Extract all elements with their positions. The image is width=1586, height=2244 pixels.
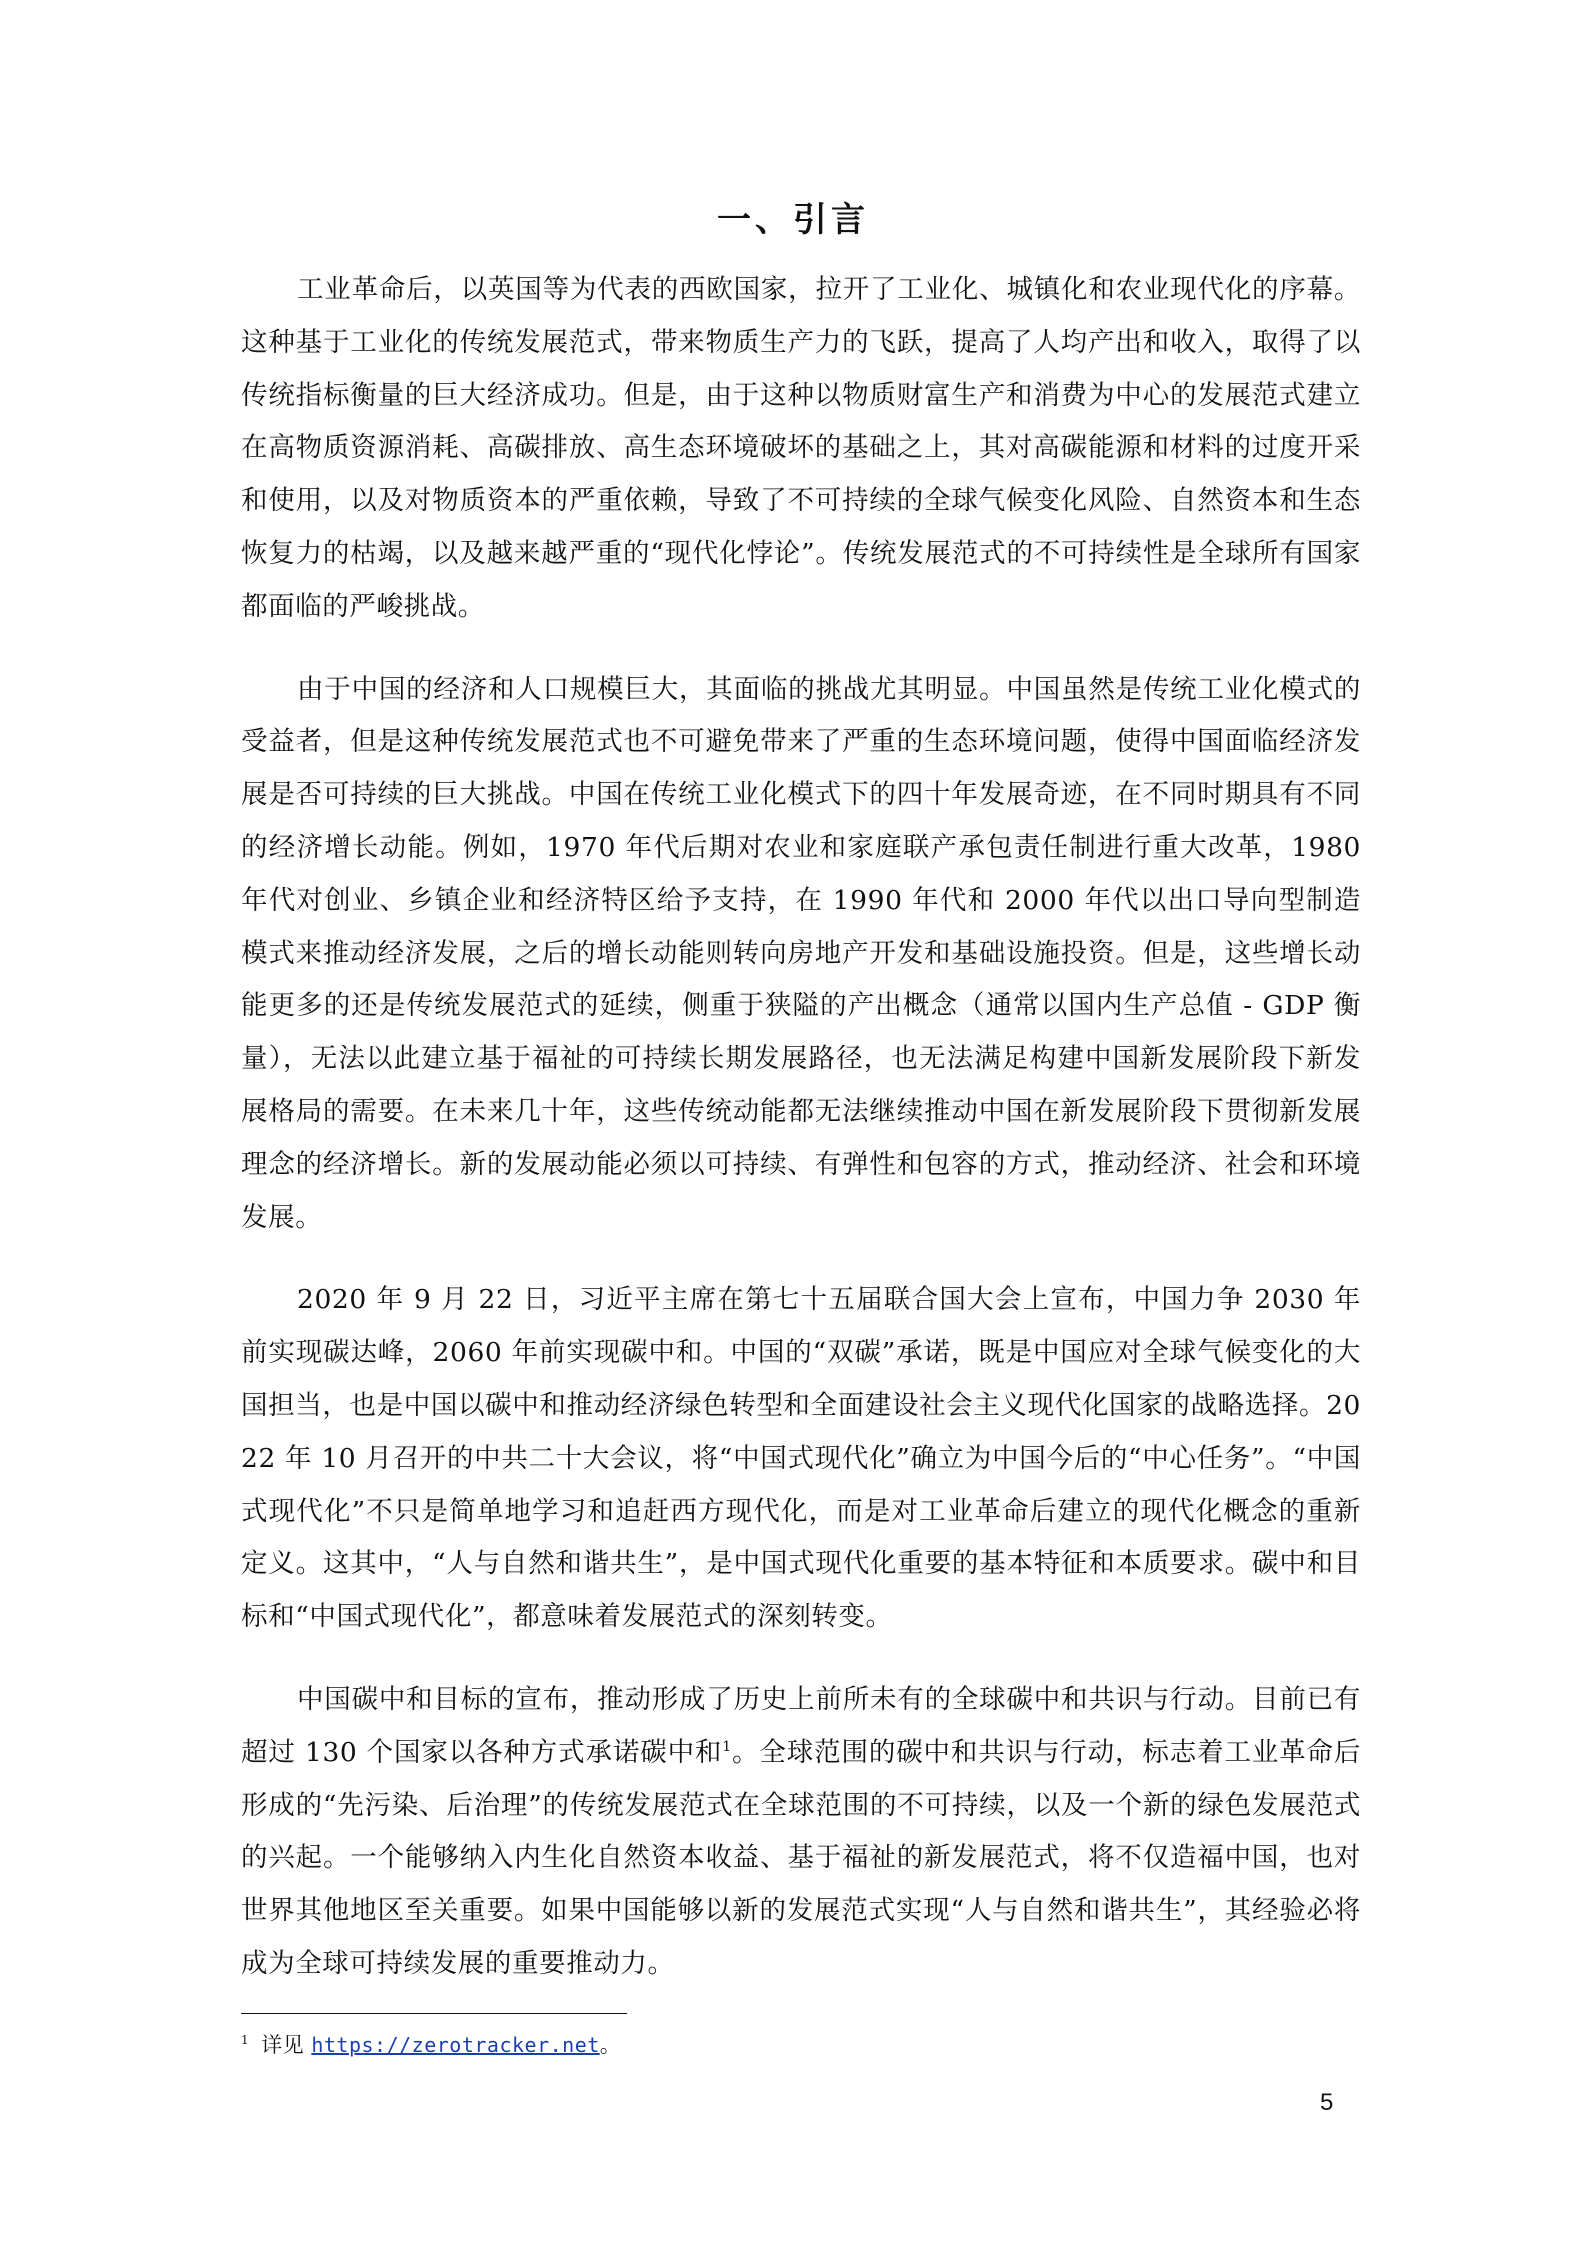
paragraph-2: 由于中国的经济和人口规模巨大，其面临的挑战尤其明显。中国虽然是传统工业化模式的受益者，但是这种传统发展范式也不可避免带来了严重的生态环境问题，使得中国面临经济发展是否可持续的巨大挑战。中国在传统工业化模式下的四十年发展奇迹，在不同时期具有不同的经济增长动能。例如，1970 年代后期对农业和家庭联产承包责任制进行重大改革，1980 年代对创业、乡镇企业和经济特区给予支持，在 1990 年代和 2000 年代以出口导向型制造模式来推动经济发展，之后的增长动能则转向房地产开发和基础设施投资。但是，这些增长动能更多的还是传统发展范式的延续，侧重于狭隘的产出概念（通常以国内生产总值 - GDP 衡量），无法以此建立基于福祉的可持续长期发展路径，也无法满足构建中国新发展阶段下新发展格局的需要。在未来几十年，这些传统动能都无法继续推动中国在新发展阶段下贯彻新发展理念的经济增长。新的发展动能必须以可持续、有弹性和包容的方式，推动经济、社会和环境发展。 — [241, 673, 1361, 1233]
footnote — [241, 2030, 621, 2060]
paragraph-4-text-before-ref: 中国碳中和目标的宣布，推动形成了历史上前所未有的全球碳中和共识与行动。目前已有超过 130 个国家以各种方式承诺碳中和 — [241, 1683, 1361, 1768]
paragraph-3: 2020 年 9 月 22 日，习近平主席在第七十五届联合国大会上宣布，中国力争 2030 年前实现碳达峰，2060 年前实现碳中和。中国的“双碳”承诺，既是中国应对全球气候变化的大国担当，也是中国以碳中和推动经济绿色转型和全面建设社会主义现代化国家的战略选择。2022 年 10 月召开的中共二十大会议，将“中国式现代化”确立为中国今后的“中心任务”。“中国式现代化”不只是简单地学习和追赶西方现代化，而是对工业革命后建立的现代化概念的重新定义。这其中，“人与自然和谐共生”，是中国式现代化重要的基本特征和本质要求。碳中和目标和“中国式现代化”，都意味着发展范式的深刻转变。 — [241, 1284, 1361, 1633]
body-text — [241, 264, 1361, 2021]
footnote-divider — [241, 2013, 627, 2014]
section-title: 一、引言 — [717, 200, 869, 240]
paragraph-4 — [241, 1674, 1361, 1991]
footnote-mark: 1 — [241, 2033, 250, 2047]
page-number: 5 — [1320, 2089, 1334, 2116]
paragraph-4-text-after-ref: 。全球范围的碳中和共识与行动，标志着工业革命后形成的“先污染、后治理”的传统发展范式在全球范围的不可持续，以及一个新的绿色发展范式的兴起。一个能够纳入内生化自然资本收益、基于福祉的新发展范式，将不仅造福中国，也对世界其他地区至关重要。如果中国能够以新的发展范式实现“人与自然和谐共生”，其经验必将成为全球可持续发展的重要推动力。 — [241, 1736, 1361, 1979]
paragraph-1: 工业革命后，以英国等为代表的西欧国家，拉开了工业化、城镇化和农业现代化的序幕。这种基于工业化的传统发展范式，带来物质生产力的飞跃，提高了人均产出和收入，取得了以传统指标衡量的巨大经济成功。但是，由于这种以物质财富生产和消费为中心的发展范式建立在高物质资源消耗、高碳排放、高生态环境破坏的基础之上，其对高碳能源和材料的过度开采和使用，以及对物质资本的严重依赖，导致了不可持续的全球气候变化风险、自然资本和生态恢复力的枯竭，以及越来越严重的“现代化悖论”。传统发展范式的不可持续性是全球所有国家都面临的严峻挑战。 — [241, 274, 1361, 622]
footnote-suffix: 。 — [599, 2033, 622, 2057]
footnote-link[interactable]: https://zerotracker.net — [311, 2033, 600, 2057]
footnote-prefix: 详见 — [261, 2033, 312, 2057]
footnote-reference[interactable]: 1 — [722, 1738, 732, 1755]
